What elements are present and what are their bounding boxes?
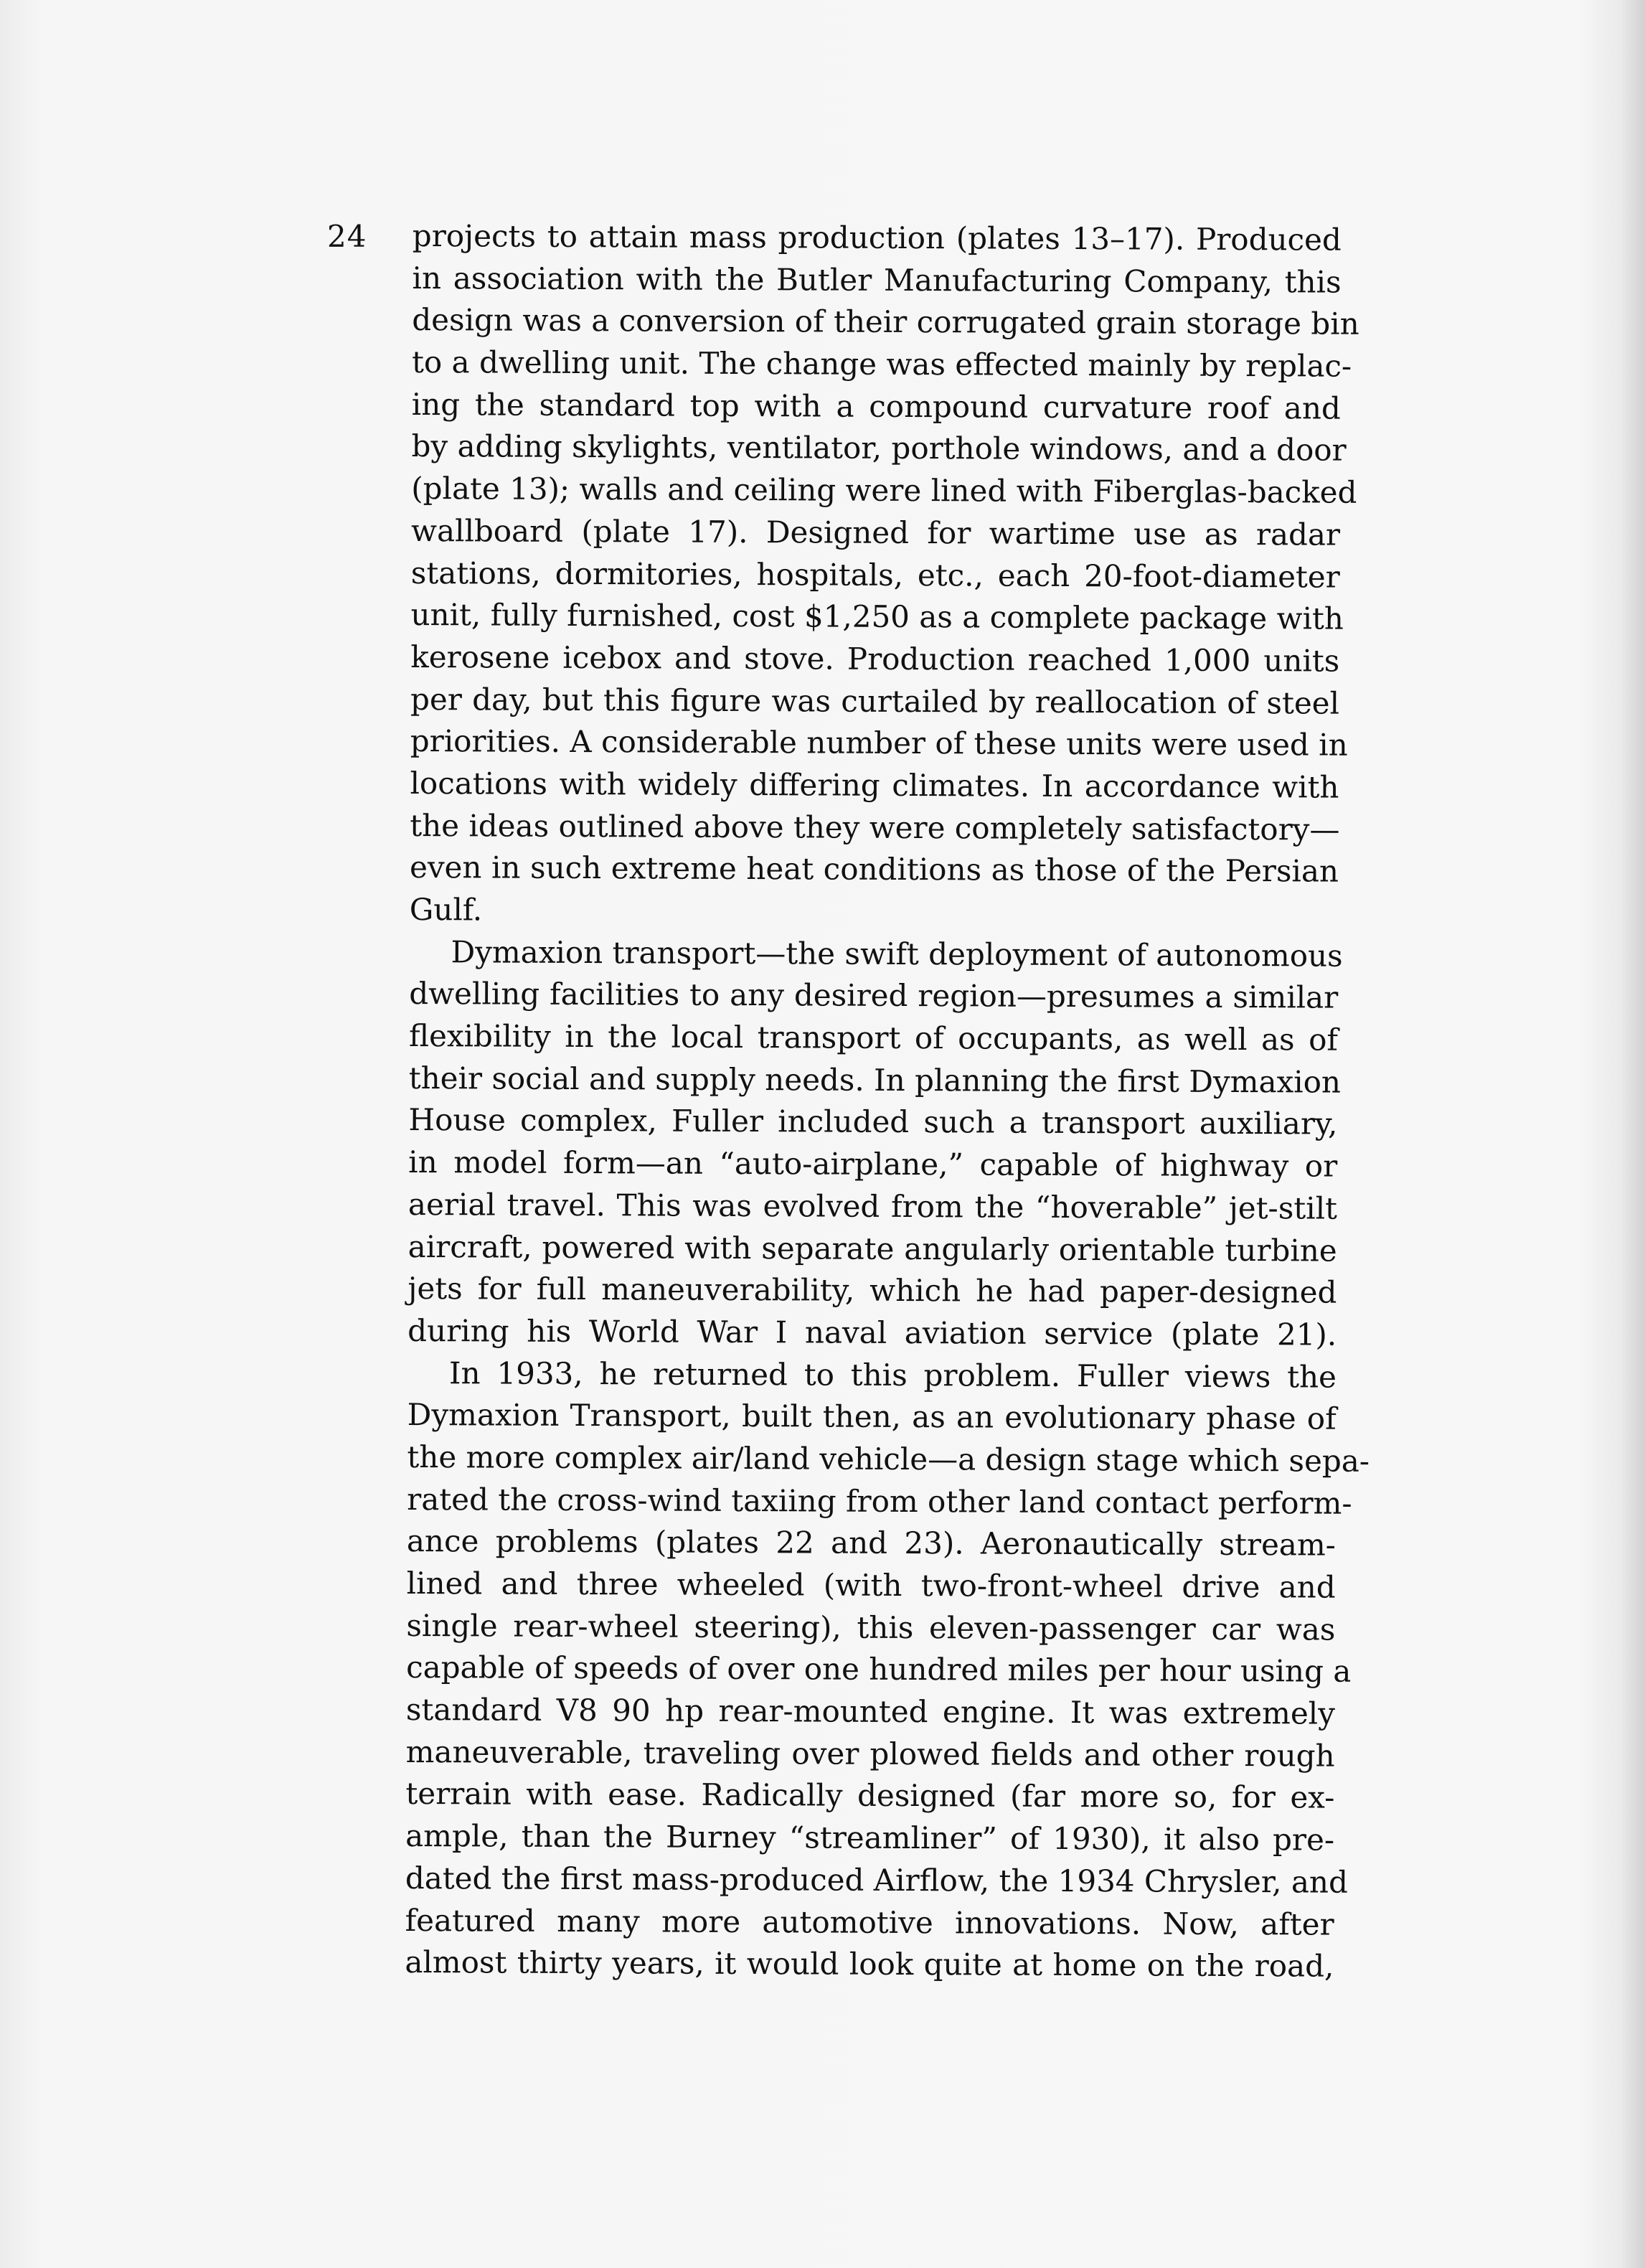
text-line: Dymaxion Transport, built then, as an evolutionary phase of xyxy=(407,1397,1337,1436)
text-line: flexibility in the local transport of occupants, as well as of xyxy=(408,1018,1339,1058)
page-number: 24 xyxy=(327,219,367,254)
body-text xyxy=(405,215,1370,1988)
text-line: dwelling facilities to any desired region—presumes a similar xyxy=(409,976,1339,1016)
text-line: projects to attain mass production (plates 13–17). Produced xyxy=(412,217,1342,258)
page-edge-shadow xyxy=(1621,0,1645,2268)
text-line-indented: In 1933, he returned to this problem. Fuller views the xyxy=(448,1355,1337,1395)
text-line: priorities. A considerable number of these units were used in xyxy=(410,723,1348,763)
text-line: kerosene icebox and stove. Production reached 1,000 units xyxy=(410,639,1340,679)
text-line: stations, dormitories, hospitals, etc., each 20-foot-diameter xyxy=(410,555,1340,595)
text-line: featured many more automotive innovations. Now, after xyxy=(405,1902,1334,1942)
text-line: jets for full maneuverability, which he had paper-designed xyxy=(407,1271,1337,1310)
text-line: wallboard (plate 17). Designed for wartime use as radar xyxy=(410,512,1341,552)
text-line: standard V8 90 hp rear-mounted engine. It was extremely xyxy=(405,1692,1336,1731)
text-line: House complex, Fuller included such a transport auxiliary, xyxy=(408,1102,1338,1142)
text-line: rated the cross-wind taxiing from other land contact perform- xyxy=(407,1481,1352,1521)
text-line: maneuverable, traveling over plowed fields and other rough xyxy=(405,1733,1335,1774)
text-line: to a dwelling unit. The change was effected mainly by replac- xyxy=(412,344,1352,384)
text-line: ample, than the Burney “streamliner” of 1930), it also pre- xyxy=(405,1818,1335,1858)
text-line: in model form—an “auto-airplane,” capable of highway or xyxy=(408,1144,1338,1184)
text-line: in association with the Butler Manufacturing Company, this xyxy=(412,260,1342,300)
text-line: the more complex air/land vehicle—a design stage which sepa- xyxy=(407,1439,1370,1479)
text-line: even in such extreme heat conditions as those of the Persian xyxy=(409,850,1339,889)
text-line: per day, but this figure was curtailed by reallocation of steel xyxy=(410,681,1340,721)
text-line: ing the standard top with a compound curvature roof and xyxy=(411,386,1341,426)
text-line: during his World War I naval aviation service (plate 21). xyxy=(407,1312,1337,1352)
text-line: Gulf. xyxy=(409,891,483,928)
text-line: design was a conversion of their corrugated grain storage bin xyxy=(412,302,1359,342)
text-line: dated the first mass-produced Airflow, the 1934 Chrysler, and xyxy=(405,1860,1349,1900)
text-line: locations with widely differing climates. In accordance with xyxy=(410,765,1339,805)
text-line: terrain with ease. Radically designed (far more so, for ex- xyxy=(405,1776,1335,1816)
text-line: the ideas outlined above they were completely satisfactory— xyxy=(410,807,1340,847)
text-line: aircraft, powered with separate angularly orientable turbine xyxy=(407,1228,1337,1269)
text-line: lined and three wheeled (with two-front-wheel drive and xyxy=(406,1565,1336,1605)
text-line: unit, fully furnished, cost $1,250 as a complete package with xyxy=(410,597,1344,636)
text-line-indented: Dymaxion transport—the swift deployment of autonomous xyxy=(451,933,1343,974)
text-line: single rear-wheel steering), this eleven-passenger car was xyxy=(406,1607,1336,1647)
text-line: their social and supply needs. In planning the first Dymaxion xyxy=(408,1060,1342,1100)
text-line: aerial travel. This was evolved from the “hoverable” jet-stilt xyxy=(407,1186,1338,1226)
text-line: by adding skylights, ventilator, porthole windows, and a door xyxy=(411,428,1347,469)
text-line: (plate 13); walls and ceiling were lined with Fiberglas-backed xyxy=(411,471,1357,510)
text-line: ance problems (plates 22 and 23). Aeronautically stream- xyxy=(406,1523,1337,1563)
text-line: almost thirty years, it would look quite at home on the road, xyxy=(405,1944,1334,1984)
text-line: capable of speeds of over one hundred miles per hour using a xyxy=(406,1650,1352,1690)
